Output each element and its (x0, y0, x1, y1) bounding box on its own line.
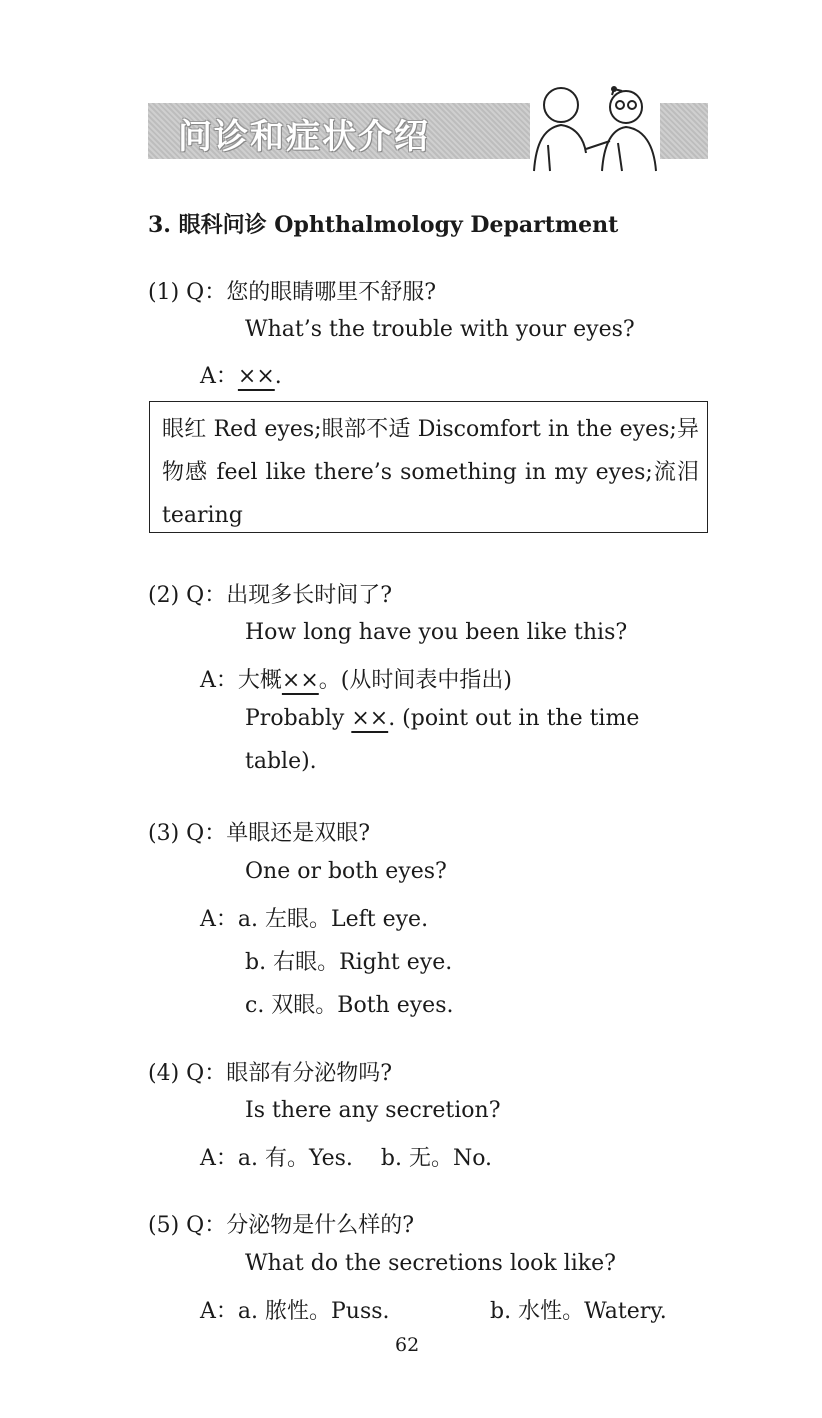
q1-question-text: Q：您的眼睛哪里不舒服? (186, 280, 437, 305)
symptom-options-box: 眼红 Red eyes;眼部不适 Discomfort in the eyes;异物感 feel like there’s something in my eyes;流泪 tearing (149, 401, 708, 533)
q4-label: (4) (148, 1061, 180, 1086)
q1-question-en: What’s the trouble with your eyes? (245, 317, 635, 342)
q4-answer: A：a. 有。Yes. b. 无。No. (200, 1146, 493, 1171)
q1-answer-blank: ×× (237, 364, 275, 389)
page-number: 62 (395, 1334, 420, 1356)
q2-label: (2) (148, 583, 180, 608)
q3-option-a: a. 左眼。Left eye. (237, 907, 429, 932)
q2-question-text: Q：出现多长时间了? (186, 583, 393, 608)
q2-answer-end: 。(从时间表中指出) (318, 668, 512, 693)
q2-question-en: How long have you been like this? (245, 620, 628, 645)
q3-question-en: One or both eyes? (245, 859, 447, 884)
q1-answer (200, 359, 282, 390)
q3-answer-a (200, 902, 428, 933)
q1-answer-end: . (274, 364, 282, 389)
q5-label: (5) (148, 1213, 180, 1238)
q3-answer-prefix: A： (200, 907, 238, 932)
q4-question (148, 1056, 392, 1087)
q5-question-en: What do the secretions look like? (245, 1251, 616, 1276)
q5-answer-a: A：a. 脓性。Puss. (200, 1299, 390, 1324)
q3-option-c: c. 双眼。Both eyes. (245, 993, 454, 1018)
q2-answer-blank: ×× (281, 668, 319, 693)
q2-answer-en-blank: ×× (351, 706, 389, 731)
q2-answer-prefix: A：大概 (200, 668, 282, 693)
q1-answer-prefix: A： (200, 364, 238, 389)
q4-question-text: Q：眼部有分泌物吗? (186, 1061, 393, 1086)
q5-question-text: Q：分泌物是什么样的? (186, 1213, 415, 1238)
q1-question (148, 275, 436, 306)
q2-answer-en-prefix: Probably (245, 706, 352, 731)
q3-question (148, 816, 370, 847)
q4-question-en: Is there any secretion? (245, 1098, 501, 1123)
q2-answer-en-end: . (point out in the time (388, 706, 640, 731)
q3-option-b: b. 右眼。Right eye. (245, 950, 453, 975)
q5-question (148, 1208, 414, 1239)
q3-label: (3) (148, 821, 180, 846)
q2-question (148, 578, 392, 609)
q3-question-text: Q：单眼还是双眼? (186, 821, 371, 846)
section-heading: 3. 眼科问诊 Ophthalmology Department (148, 212, 619, 238)
q2-answer (200, 663, 512, 694)
banner-bar-right (660, 103, 708, 159)
chapter-banner (148, 97, 708, 161)
doctor-patient-illustration (526, 83, 666, 173)
q5-answer-b: b. 水性。Watery. (490, 1299, 667, 1324)
q1-label: (1) (148, 280, 180, 305)
q2-answer-en (245, 706, 639, 731)
banner-title: 问诊和症状介绍 (178, 117, 430, 157)
q2-answer-en-cont: table). (245, 749, 317, 774)
